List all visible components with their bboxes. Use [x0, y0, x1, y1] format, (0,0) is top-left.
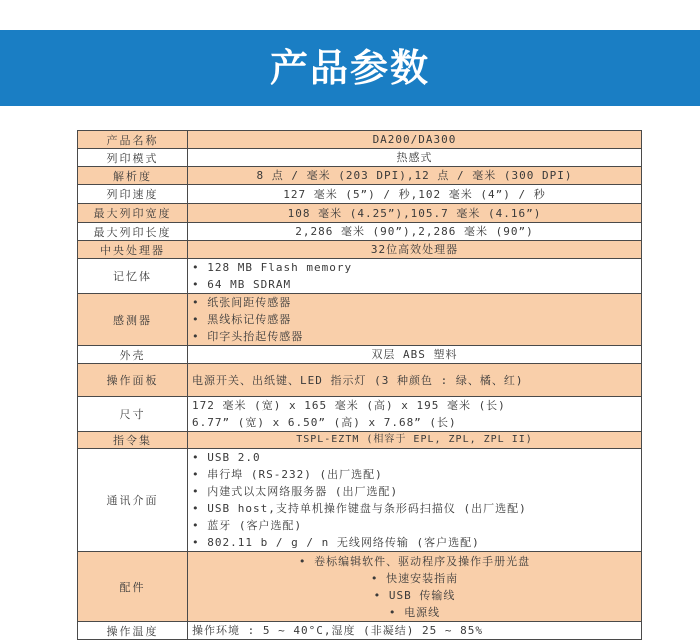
- spec-value: 2,286 毫米 (90”),2,286 毫米 (90”): [188, 223, 642, 241]
- spec-row-dimensions: [78, 397, 642, 432]
- spec-row-sensors: [78, 294, 642, 346]
- spec-label: 指令集: [78, 432, 188, 449]
- spec-label: 最大列印长度: [78, 223, 188, 241]
- list-item: • 快速安装指南: [370, 571, 459, 585]
- spec-value: 32位高效处理器: [188, 241, 642, 259]
- spec-row-print-speed: [78, 185, 642, 204]
- list-item: • 卷标编辑软件、驱动程序及操作手册光盘: [298, 554, 531, 568]
- spec-label: 列印模式: [78, 149, 188, 167]
- spec-label: 解析度: [78, 167, 188, 185]
- spec-value: [188, 259, 642, 294]
- spec-row-max-length: [78, 223, 642, 241]
- spec-value: 127 毫米 (5”) / 秒,102 毫米 (4”) / 秒: [188, 185, 642, 204]
- spec-label: 记忆体: [78, 259, 188, 294]
- list-item: • 纸张间距传感器: [192, 296, 292, 309]
- spec-row-cpu: [78, 241, 642, 259]
- list-item: 6.77” (宽) x 6.50” (高) x 7.68” (长): [192, 416, 457, 429]
- spec-label: 外壳: [78, 346, 188, 364]
- spec-label: 产品名称: [78, 131, 188, 149]
- list-item: • USB 传输线: [373, 588, 456, 602]
- spec-label: 通讯介面: [78, 449, 188, 552]
- spec-label: 配件: [78, 552, 188, 622]
- list-item: • 802.11 b / g / n 无线网络传输 (客户选配): [192, 536, 480, 549]
- spec-row-resolution: [78, 167, 642, 185]
- spec-label: 列印速度: [78, 185, 188, 204]
- spec-label: 尺寸: [78, 397, 188, 432]
- spec-label: 操作面板: [78, 364, 188, 397]
- page-title: 产品参数: [269, 46, 430, 90]
- list-item: • 印字头抬起传感器: [192, 330, 304, 343]
- list-item: • 蓝牙 (客户选配): [192, 519, 303, 532]
- spec-row-operating-temp: [78, 622, 642, 640]
- spec-row-memory: [78, 259, 642, 294]
- list-item: • USB host,支持单机操作键盘与条形码扫描仪 (出厂选配): [192, 502, 527, 515]
- spec-value: 双层 ABS 塑料: [188, 346, 642, 364]
- list-item: • 黑线标记传感器: [192, 313, 292, 326]
- spec-value: [188, 449, 642, 552]
- spec-label: 感测器: [78, 294, 188, 346]
- spec-value: 热感式: [188, 149, 642, 167]
- top-whitespace: [0, 0, 700, 30]
- spec-value: TSPL-EZTM (相容于 EPL, ZPL, ZPL II): [188, 432, 642, 449]
- list-item: • 串行埠 (RS-232) (出厂选配): [192, 468, 383, 481]
- spec-value: 电源开关、出纸键、LED 指示灯 (3 种颜色 : 绿、橘、红): [188, 364, 642, 397]
- spec-label: 操作温度: [78, 622, 188, 640]
- spec-value: [188, 397, 642, 432]
- spec-label: 中央处理器: [78, 241, 188, 259]
- spec-value: 操作环境 : 5 ~ 40°C,湿度 (非凝结) 25 ~ 85%: [188, 622, 642, 640]
- spec-row-accessories: [78, 552, 642, 622]
- spec-value: 108 毫米 (4.25”),105.7 毫米 (4.16”): [188, 204, 642, 223]
- list-item: • 内建式以太网络服务器 (出厂选配): [192, 485, 399, 498]
- spec-label: 最大列印宽度: [78, 204, 188, 223]
- spec-row-control-panel: [78, 364, 642, 397]
- list-item: • USB 2.0: [192, 451, 261, 464]
- spec-row-housing: [78, 346, 642, 364]
- title-banner: [0, 30, 700, 106]
- list-item: 172 毫米 (宽) x 165 毫米 (高) x 195 毫米 (长): [192, 399, 506, 412]
- spec-table: [77, 130, 642, 640]
- spec-row-print-mode: [78, 149, 642, 167]
- spec-value: [188, 552, 642, 622]
- spec-value: DA200/DA300: [188, 131, 642, 149]
- list-item: • 64 MB SDRAM: [192, 278, 292, 291]
- spec-value: [188, 294, 642, 346]
- spec-row-product-name: [78, 131, 642, 149]
- list-item: • 128 MB Flash memory: [192, 261, 353, 274]
- list-item: • 电源线: [388, 605, 441, 619]
- spec-row-interfaces: [78, 449, 642, 552]
- spec-row-command-set: [78, 432, 642, 449]
- spec-value: 8 点 / 毫米 (203 DPI),12 点 / 毫米 (300 DPI): [188, 167, 642, 185]
- spec-row-max-width: [78, 204, 642, 223]
